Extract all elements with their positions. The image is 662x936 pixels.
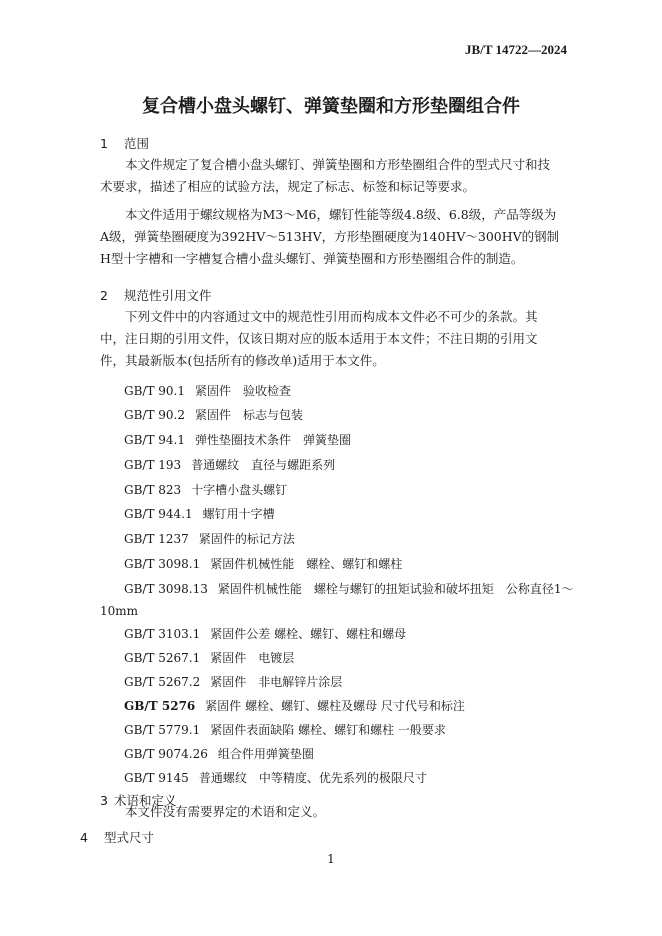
reference-item xyxy=(124,505,275,522)
reference-item xyxy=(124,456,335,473)
reference-item xyxy=(124,673,342,690)
references-intro-paragraph: 下列文件中的内容通过文中的规范性引用而构成本文件必不可少的条款。其中，注日期的引用文件，仅该日期对应的版本适用于本文件；不注日期的引用文件，其最新版本(包括所有的修改单)适用于本文件。 xyxy=(100,309,538,368)
reference-item xyxy=(124,721,446,738)
reference-title: 紧固件表面缺陷 螺栓、螺钉和螺柱 一般要求 xyxy=(210,723,446,737)
section-title: 型式尺寸 xyxy=(104,830,155,845)
reference-code: GB/T 3098.1 xyxy=(124,557,201,571)
reference-title: 紧固件 非电解锌片涂层 xyxy=(210,675,343,689)
section-number: 1 xyxy=(100,136,108,151)
reference-title: 十字槽小盘头螺钉 xyxy=(191,483,288,497)
reference-code: GB/T 90.2 xyxy=(124,408,185,422)
terms-paragraph: 本文件没有需要界定的术语和定义。 xyxy=(125,804,326,819)
standard-code: JB/T 14722—2024 xyxy=(465,42,567,57)
reference-title: 紧固件 电镀层 xyxy=(210,651,295,665)
reference-item xyxy=(124,745,314,762)
section-number: 2 xyxy=(100,288,108,303)
reference-code: GB/T 3103.1 xyxy=(124,627,201,641)
reference-code: GB/T 9074.26 xyxy=(124,747,208,761)
page-number: 1 xyxy=(327,852,335,866)
reference-code: GB/T 944.1 xyxy=(124,507,193,521)
scope-paragraph-1: 本文件规定了复合槽小盘头螺钉、弹簧垫圈和方形垫圈组合件的型式尺寸和技术要求，描述了相应的试验方法，规定了标志、标签和标记等要求。 xyxy=(100,157,551,194)
section-heading-type-dimensions xyxy=(80,828,154,846)
section-number: 4 xyxy=(80,830,88,845)
reference-code: GB/T 193 xyxy=(124,458,182,472)
reference-code: GB/T 5276 xyxy=(124,699,196,713)
reference-title: 普通螺纹 中等精度、优先系列的极限尺寸 xyxy=(198,771,427,785)
reference-title: 紧固件 验收检查 xyxy=(194,384,291,398)
reference-code: GB/T 5267.1 xyxy=(124,651,201,665)
reference-code: GB/T 1237 xyxy=(124,532,189,546)
reference-item xyxy=(124,530,295,547)
reference-item xyxy=(124,580,574,597)
reference-item xyxy=(124,649,294,666)
reference-item xyxy=(124,406,303,423)
reference-code: GB/T 5779.1 xyxy=(124,723,201,737)
reference-code: GB/T 3098.13 xyxy=(124,582,208,596)
reference-code: GB/T 90.1 xyxy=(124,384,185,398)
reference-title: 螺钉用十字槽 xyxy=(202,507,275,521)
reference-code: GB/T 823 xyxy=(124,483,182,497)
section-heading-normative-references xyxy=(100,286,212,304)
section-title: 规范性引用文件 xyxy=(124,288,212,303)
section-title: 范围 xyxy=(124,136,150,151)
reference-title: 紧固件 螺栓、螺钉、螺柱及螺母 尺寸代号和标注 xyxy=(205,699,465,713)
reference-item xyxy=(124,555,402,572)
reference-item xyxy=(124,431,351,448)
reference-title: 普通螺纹 直径与螺距系列 xyxy=(191,458,336,472)
reference-item xyxy=(124,382,291,399)
reference-item xyxy=(124,697,465,714)
scope-paragraph-2: 本文件适用于螺纹规格为M3～M6，螺钉性能等级4.8级、6.8级，产品等级为A级，弹簧垫圈硬度为392HV～513HV，方形垫圈硬度为140HV～300HV的钢制H型十字槽和一字槽复合槽小盘头螺钉、弹簧垫圈和方形垫圈组合件的制造。 xyxy=(100,207,560,266)
section-title: 术语和定义 xyxy=(114,793,177,808)
reference-title: 紧固件机械性能 螺栓与螺钉的扭矩试验和破坏扭矩 公称直径1～ xyxy=(217,582,574,596)
reference-title: 紧固件的标记方法 xyxy=(198,532,295,546)
reference-title: 紧固件公差 螺栓、螺钉、螺柱和螺母 xyxy=(210,627,407,641)
reference-title: 组合件用弹簧垫圈 xyxy=(217,747,314,761)
reference-item xyxy=(124,625,406,642)
reference-continuation: 10mm xyxy=(100,604,139,618)
document-title: 复合槽小盘头螺钉、弹簧垫圈和方形垫圈组合件 xyxy=(142,96,520,117)
reference-title: 紧固件机械性能 螺栓、螺钉和螺柱 xyxy=(210,557,403,571)
reference-code: GB/T 9145 xyxy=(124,771,189,785)
section-number: 3 xyxy=(100,793,108,808)
reference-title: 紧固件 标志与包装 xyxy=(194,408,303,422)
reference-code: GB/T 5267.2 xyxy=(124,675,201,689)
section-heading-scope xyxy=(100,134,149,152)
reference-item xyxy=(124,481,287,498)
reference-code: GB/T 94.1 xyxy=(124,433,185,447)
reference-item xyxy=(124,769,427,786)
reference-title: 弹性垫圈技术条件 弹簧垫圈 xyxy=(194,433,351,447)
